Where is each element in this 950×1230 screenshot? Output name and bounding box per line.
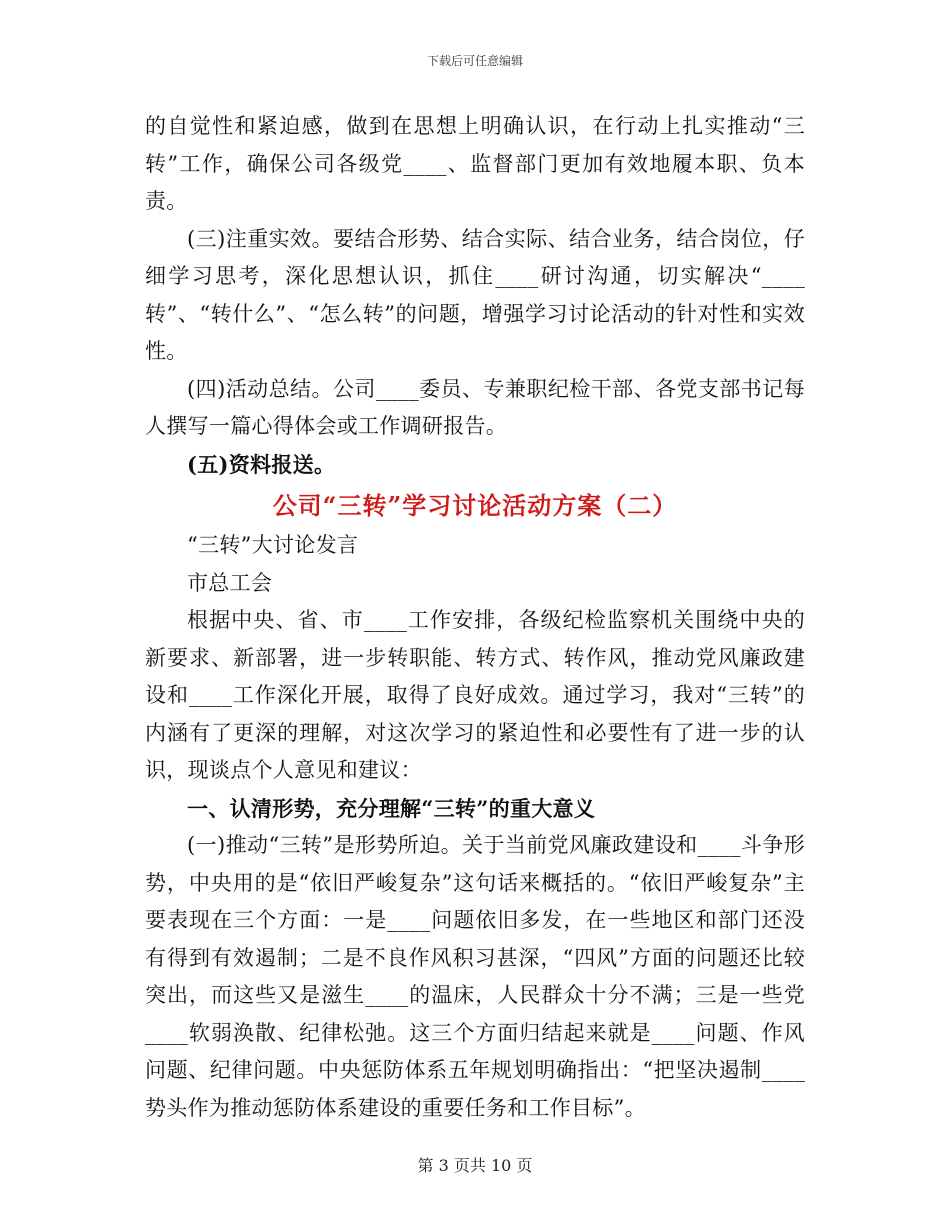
- section-heading-1: 一、认清形势，充分理解“三转”的重大意义: [187, 795, 596, 821]
- document-title: 公司“三转”学习讨论活动方案（二）: [272, 491, 678, 520]
- document-body: [145, 108, 805, 1127]
- paragraph-continuation: 的自觉性和紧迫感，做到在思想上明确认识，在行动上扎实推动“三转”工作，确保公司各级党____、监督部门更加有效地履本职、负本责。: [145, 114, 805, 213]
- paragraph-section-1-1: (一)推动“三转”是形势所迫。关于当前党风廉政建设和____斗争形势，中央用的是“依旧严峻复杂”这句话来概括的。“依旧严峻复杂”主要表现在三个方面：一是____问题依旧多发，在一些地区和部门还没有得到有效遏制；二是不良作风积习甚深，“四风”方面的问题还比较突出，而这些又是滋生____的温床，人民群众十分不满；三是一些党____软弱涣散、纪律松弛。这三个方面归结起来就是____问题、作风问题、纪律问题。中央惩防体系五年规划明确指出：“把坚决遏制____势头作为推动惩防体系建设的重要任务和工作目标”。: [145, 833, 805, 1120]
- speech-author: 市总工会: [187, 570, 273, 595]
- paragraph-section-5: (五)资料报送。: [187, 451, 336, 477]
- paragraph-intro: 根据中央、省、市____工作安排，各级纪检监察机关围绕中央的新要求、新部署，进一步转职能、转方式、转作风，推动党风廉政建设和____工作深化开展，取得了良好成效。通过学习，我对“三转”的内涵有了更深的理解，对这次学习的紧迫性和必要性有了进一步的认识，现谈点个人意见和建议：: [145, 608, 805, 782]
- speech-subtitle: “三转”大讨论发言: [187, 533, 359, 557]
- header-note: 下载后可任意编辑: [426, 54, 523, 68]
- page-number: 第 3 页共 10 页: [417, 1156, 533, 1175]
- paragraph-section-4: (四)活动总结。公司____委员、专兼职纪检干部、各党支部书记每人撰写一篇心得体会或工作调研报告。: [145, 376, 805, 438]
- paragraph-section-3: (三)注重实效。要结合形势、结合实际、结合业务，结合岗位，仔细学习思考，深化思想认识，抓住____研讨沟通，切实解决“____转”、“转什么”、“怎么转”的问题，增强学习讨论活动的针对性和实效性。: [145, 226, 805, 363]
